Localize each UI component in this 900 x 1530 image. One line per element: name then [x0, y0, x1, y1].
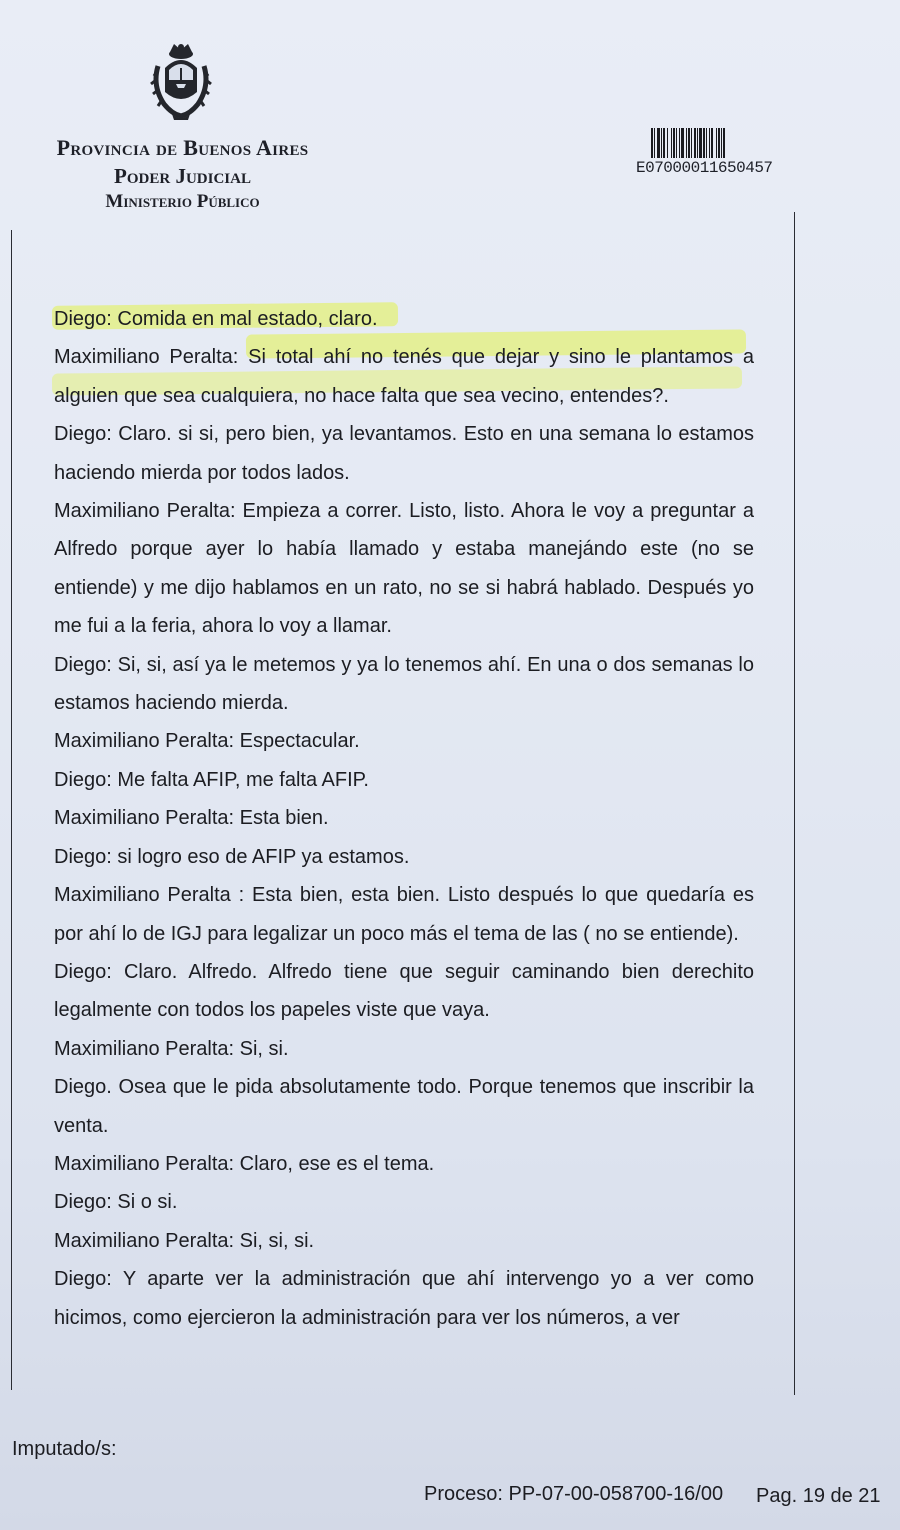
dialogue-line: Diego: Me falta AFIP, me falta AFIP.: [54, 768, 369, 791]
dialogue-line: Diego: si logro eso de AFIP ya estamos.: [54, 845, 410, 868]
header-ministry: Ministerio Público: [105, 191, 260, 212]
dialogue-line: Maximiliano Peralta: Empieza a correr. Listo, listo. Ahora le voy a preguntar a Alfredo porque ayer lo había llamado y estaba manejándo este (no se entiende) y me dijo hablamos en un rato, no se si habrá hablado. Después yo me fui a la feria, ahora lo voy a llamar.: [54, 500, 754, 638]
margin-line-right: [794, 212, 795, 1395]
barcode-number: E07000011650457: [636, 159, 773, 177]
dialogue-line: Diego: Claro. Alfredo. Alfredo tiene que seguir caminando bien derechito legalmente con todos los papeles viste que vaya.: [54, 960, 754, 1022]
dialogue-line: Maximiliano Peralta: Claro, ese es el tema.: [54, 1152, 435, 1175]
dialogue-line: Diego: Y aparte ver la administración que ahí intervengo yo a ver como hicimos, como ejercieron la administración para ver los números, a ver: [54, 1268, 754, 1329]
dialogue-line: Diego: Si, si, así ya le metemos y ya lo tenemos ahí. En una o dos semanas lo estamos haciendo mierda.: [54, 653, 754, 715]
margin-line-left: [11, 230, 12, 1390]
header-judicial: Poder Judicial: [114, 164, 251, 188]
header-province: Provincia de Buenos Aires: [56, 135, 309, 160]
barcode-icon: [651, 128, 785, 158]
dialogue-line: Maximiliano Peralta: Esta bien.: [54, 807, 329, 830]
footer-process-number: Proceso: PP-07-00-058700-16/00: [424, 1483, 724, 1505]
dialogue-line: Maximiliano Peralta: Si, si.: [54, 1037, 289, 1060]
coat-of-arms-icon: [150, 40, 212, 122]
institution-header: [40, 134, 325, 214]
dialogue-line: Maximiliano Peralta: Si total ahí no tenés que dejar y sino le plantamos a alguien que sea cualquiera, no hace falta que sea vecino, entendes?.: [54, 346, 754, 407]
dialogue-line: Maximiliano Peralta: Si, si, si.: [54, 1229, 315, 1252]
dialogue-line: Diego: Si o si.: [54, 1191, 178, 1214]
dialogue-line: Maximiliano Peralta: Espectacular.: [54, 730, 360, 753]
dialogue-line: Diego: Comida en mal estado, claro.: [54, 308, 378, 330]
dialogue-line: Diego: Claro. si si, pero bien, ya levantamos. Esto en una semana lo estamos haciendo mierda por todos lados.: [54, 423, 754, 484]
transcript-body: [54, 300, 754, 1337]
dialogue-line: Diego. Osea que le pida absolutamente todo. Porque tenemos que inscribir la venta.: [54, 1076, 754, 1137]
footer-imputados-label: Imputado/s:: [12, 1438, 117, 1460]
dialogue-line: Maximiliano Peralta : Esta bien, esta bien. Listo después lo que quedaría es por ahí lo de IGJ para legalizar un poco más el tema de las ( no se entiende).: [54, 884, 754, 945]
footer-page-number: Pag. 19 de 21: [756, 1485, 881, 1507]
